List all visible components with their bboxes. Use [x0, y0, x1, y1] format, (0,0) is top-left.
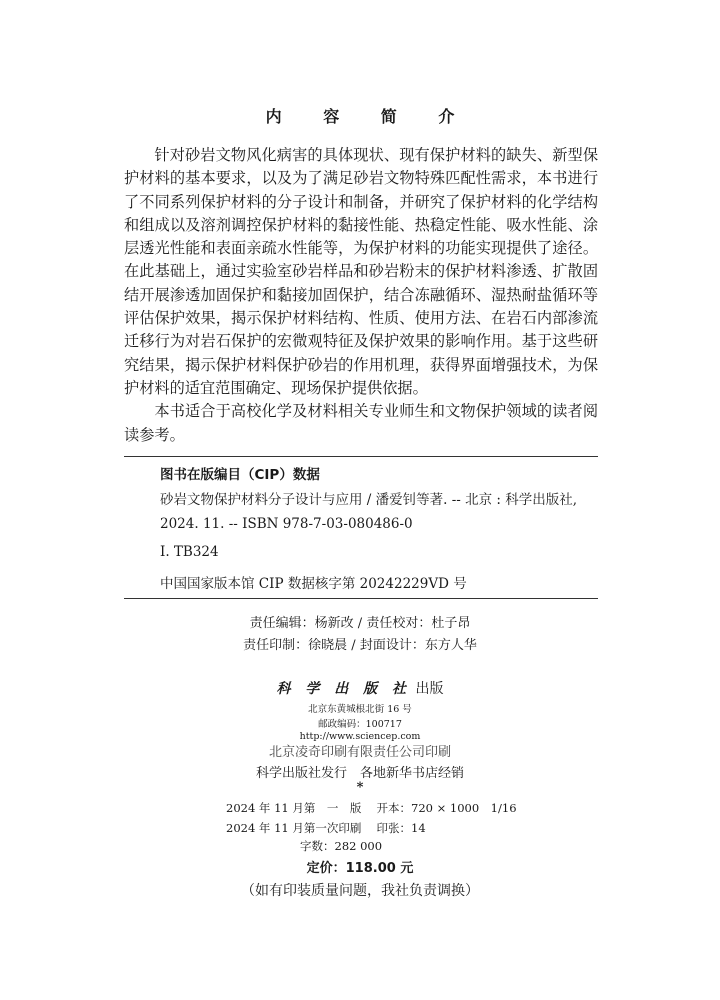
edition-line: 2024 年 11 月第 一 版 开本：720 × 1000 1/16 [226, 801, 517, 815]
cip-verification-number: 中国国家版本馆 CIP 数据核字第 20242229VD 号 [160, 576, 467, 592]
cip-top-divider [124, 456, 598, 457]
distribution-line: 科学出版社发行 各地新华书店经销 [255, 766, 464, 781]
staff-line-editors: 责任编辑：杨新改 / 责任校对：杜子昂 [249, 616, 471, 631]
cip-record: 砂岩文物保护材料分子设计与应用 / 潘爱钊等著. -- 北京 : 科学出版社, 2024. 11. -- ISBN 978-7-03-080486-0 [160, 492, 578, 532]
publisher-address: 北京东黄城根北街 16 号 [308, 704, 412, 715]
publisher-name: 科 学 出 版 社 [276, 681, 412, 697]
separator-asterisk: * [356, 780, 364, 795]
summary-section [124, 144, 598, 447]
publisher-website: http://www.sciencep.com [299, 731, 421, 742]
printing-line: 2024 年 11 月第一次印刷 印张：14 [226, 821, 426, 835]
cip-heading: 图书在版编目（CIP）数据 [160, 467, 320, 483]
publisher-postcode: 邮政编码：100717 [318, 719, 402, 730]
publisher-line [0, 678, 720, 698]
page-title: 内 容 简 介 [265, 107, 473, 126]
staff-line-production: 责任印制：徐晓晨 / 封面设计：东方人华 [243, 638, 477, 653]
word-count: 字数：282 000 [300, 839, 383, 853]
cip-classification: Ⅰ. TB324 [160, 544, 219, 560]
publisher-suffix: 出版 [415, 681, 444, 697]
summary-paragraph: 本书适合于高校化学及材料相关专业师生和文物保护领域的读者阅读参考。 [124, 402, 598, 444]
cip-bottom-divider [124, 598, 598, 599]
price: 定价：118.00 元 [306, 861, 414, 876]
printer-line: 北京凌奇印刷有限责任公司印刷 [268, 745, 451, 760]
summary-paragraph: 针对砂岩文物风化病害的具体现状、现有保护材料的缺失、新型保护材料的基本要求，以及为了满足砂岩文物特殊匹配性需求，本书进行了不同系列保护材料的分子设计和制备，并研究了保护材料的化学结构和组成以及溶剂调控保护材料的黏接性能、热稳定性能、吸水性能、涂层透光性能和表面亲疏水性能等，为保护材料的功能实现提供了途径。在此基础上，通过实验室砂岩样品和砂岩粉末的保护材料渗透、扩散固结开展渗透加固保护和黏接加固保护，结合冻融循环、湿热耐盐循环等评估保护效果，揭示保护材料结构、性质、使用方法、在岩石内部渗流迁移行为对岩石保护的宏微观特征及保护效果的影响作用。基于这些研究结果，揭示保护材料保护砂岩的作用机理，获得界面增强技术，为保护材料的适宜范围确定、现场保护提供依据。 [124, 146, 598, 397]
quality-note: （如有印装质量问题，我社负责调换） [241, 883, 479, 899]
